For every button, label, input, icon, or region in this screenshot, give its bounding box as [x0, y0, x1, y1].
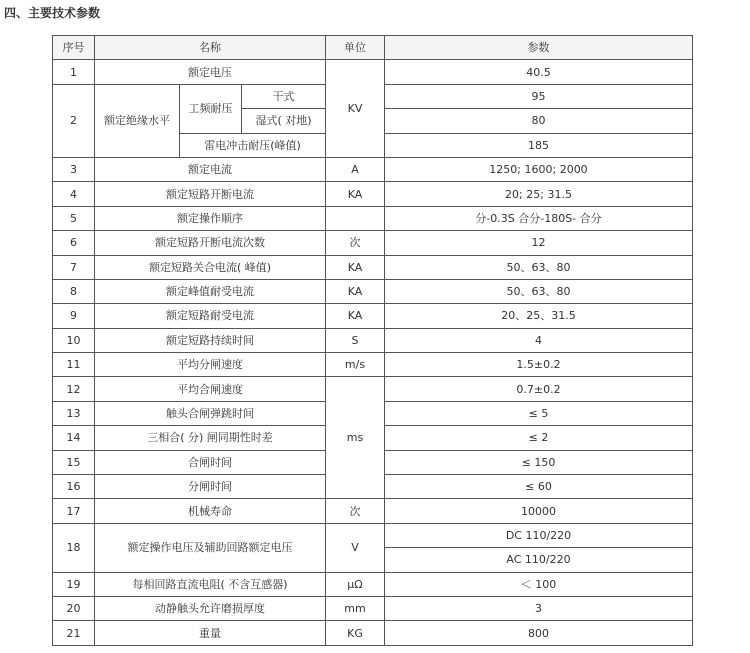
- table-row: [53, 328, 693, 352]
- row-name: 额定短路关合电流( 峰值): [95, 255, 326, 279]
- row-name: 平均合闸速度: [95, 377, 326, 401]
- header-unit: 单位: [326, 36, 385, 60]
- section-title: 四、主要技术参数: [4, 6, 101, 20]
- row-param: 185: [385, 133, 693, 157]
- row-param: 0.7±0.2: [385, 377, 693, 401]
- row-param: 4: [385, 328, 693, 352]
- row-no: 4: [53, 182, 95, 206]
- table-row: [53, 279, 693, 303]
- row-name: 额定短路耐受电流: [95, 304, 326, 328]
- row-no: 9: [53, 304, 95, 328]
- header-no: 序号: [53, 36, 95, 60]
- row-no: 11: [53, 353, 95, 377]
- row-unit: KV: [326, 60, 385, 158]
- row-unit: V: [326, 523, 385, 572]
- header-name: 名称: [95, 36, 326, 60]
- row-no: 1: [53, 60, 95, 84]
- row-param: 12: [385, 231, 693, 255]
- row-unit: [326, 206, 385, 230]
- row-name: 触头合闸弹跳时间: [95, 401, 326, 425]
- row-name: 额定电压: [95, 60, 326, 84]
- row-param: 95: [385, 84, 693, 108]
- row-param: 20; 25; 31.5: [385, 182, 693, 206]
- row-param: 50、63、80: [385, 255, 693, 279]
- row-subitem: 湿式( 对地): [242, 109, 326, 133]
- row-name: 额定短路开断电流次数: [95, 231, 326, 255]
- row-param: ≤ 150: [385, 450, 693, 474]
- row-no: 14: [53, 426, 95, 450]
- table-row: [53, 377, 693, 401]
- row-subitem: 雷电冲击耐压(峰值): [180, 133, 326, 157]
- row-param: 50、63、80: [385, 279, 693, 303]
- row-param: DC 110/220: [385, 523, 693, 547]
- row-name: 三相合( 分) 闸同期性时差: [95, 426, 326, 450]
- row-no: 17: [53, 499, 95, 523]
- row-no: 5: [53, 206, 95, 230]
- row-no: 6: [53, 231, 95, 255]
- row-no: 12: [53, 377, 95, 401]
- row-name: 机械寿命: [95, 499, 326, 523]
- row-name: 分闸时间: [95, 475, 326, 499]
- table-row: [53, 60, 693, 84]
- row-param: 1.5±0.2: [385, 353, 693, 377]
- table-row: [53, 255, 693, 279]
- row-no: 7: [53, 255, 95, 279]
- row-param: 1250; 1600; 2000: [385, 157, 693, 181]
- row-unit: S: [326, 328, 385, 352]
- row-no: 3: [53, 157, 95, 181]
- row-param: 40.5: [385, 60, 693, 84]
- row-unit: KA: [326, 182, 385, 206]
- row-unit: ms: [326, 377, 385, 499]
- row-no: 16: [53, 475, 95, 499]
- table-row: [53, 523, 693, 547]
- table-row: [53, 231, 693, 255]
- row-name: 额定操作电压及辅助回路额定电压: [95, 523, 326, 572]
- table-row: [53, 499, 693, 523]
- row-name: 动静触头允许磨损厚度: [95, 596, 326, 620]
- table-header-row: [53, 36, 693, 60]
- row-subitem: 干式: [242, 84, 326, 108]
- table-row: [53, 621, 693, 645]
- table-row: [53, 572, 693, 596]
- table-row: [53, 182, 693, 206]
- row-param: ≤ 2: [385, 426, 693, 450]
- row-no: 10: [53, 328, 95, 352]
- row-no: 13: [53, 401, 95, 425]
- row-param: AC 110/220: [385, 548, 693, 572]
- row-no: 18: [53, 523, 95, 572]
- row-unit: 次: [326, 231, 385, 255]
- row-unit: 次: [326, 499, 385, 523]
- row-param: 3: [385, 596, 693, 620]
- row-unit: KA: [326, 255, 385, 279]
- row-no: 19: [53, 572, 95, 596]
- row-no: 8: [53, 279, 95, 303]
- row-no: 2: [53, 84, 95, 157]
- row-name: 额定峰值耐受电流: [95, 279, 326, 303]
- row-unit: KG: [326, 621, 385, 645]
- row-param: 20、25、31.5: [385, 304, 693, 328]
- row-unit: KA: [326, 304, 385, 328]
- row-no: 15: [53, 450, 95, 474]
- row-name: 每相回路直流电阻( 不含互感器): [95, 572, 326, 596]
- row-param: ≤ 5: [385, 401, 693, 425]
- table-row: [53, 206, 693, 230]
- table-row: [53, 304, 693, 328]
- row-unit: m/s: [326, 353, 385, 377]
- row-unit: μΩ: [326, 572, 385, 596]
- row-name: 额定电流: [95, 157, 326, 181]
- row-name: 合闸时间: [95, 450, 326, 474]
- table-row: [53, 596, 693, 620]
- row-param: 分-0.3S 合分-180S- 合分: [385, 206, 693, 230]
- row-unit: A: [326, 157, 385, 181]
- table-row: [53, 157, 693, 181]
- row-unit: mm: [326, 596, 385, 620]
- row-name: 额定短路持续时间: [95, 328, 326, 352]
- row-no: 20: [53, 596, 95, 620]
- row-subgroup: 工频耐压: [180, 84, 242, 133]
- row-param: 10000: [385, 499, 693, 523]
- row-name: 平均分闸速度: [95, 353, 326, 377]
- table-row: [53, 353, 693, 377]
- row-no: 21: [53, 621, 95, 645]
- row-name-group: 额定绝缘水平: [95, 84, 180, 157]
- row-name: 重量: [95, 621, 326, 645]
- row-param: 80: [385, 109, 693, 133]
- spec-table: [52, 35, 693, 646]
- row-param: ＜ 100: [385, 572, 693, 596]
- row-name: 额定短路开断电流: [95, 182, 326, 206]
- row-name: 额定操作顺序: [95, 206, 326, 230]
- row-param: ≤ 60: [385, 475, 693, 499]
- row-param: 800: [385, 621, 693, 645]
- row-unit: KA: [326, 279, 385, 303]
- header-param: 参数: [385, 36, 693, 60]
